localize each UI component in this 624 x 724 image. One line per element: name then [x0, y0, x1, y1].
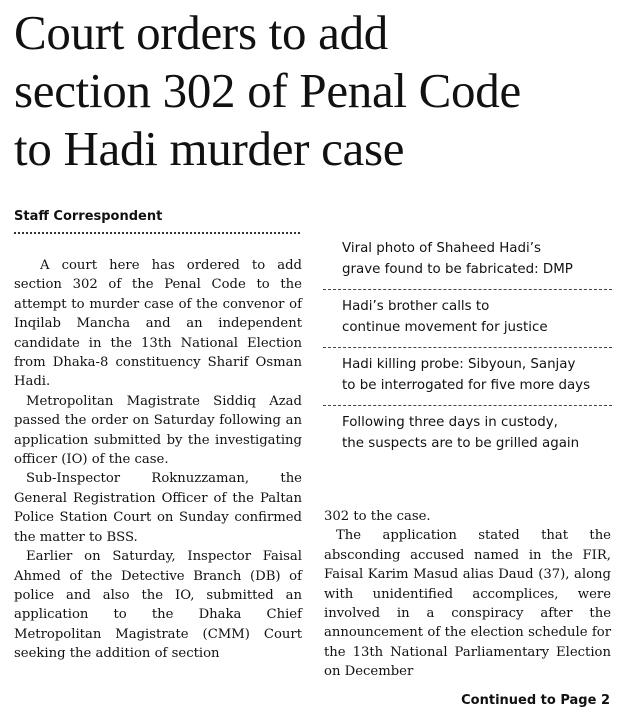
related-story-link[interactable]: Viral photo of Shaheed Hadi’s grave found to be fabricated: DMP [342, 241, 573, 277]
related-story-link[interactable]: Following three days in custody, the suspects are to be grilled again [342, 415, 580, 451]
headline-line-2: section 302 of Penal Code [14, 63, 521, 118]
headline-line-1: Court orders to add [14, 5, 388, 60]
article-column-left [14, 256, 302, 664]
headline [14, 4, 614, 178]
article-paragraph: Earlier on Saturday, Inspector Faisal Ahmed of the Detective Branch (DB) of police and also the IO, submitted an application to the Dhaka Chief Metropolitan Magistrate (CMM) Court seeking the addition of section [14, 549, 302, 662]
related-stories-box [323, 232, 612, 463]
article-column-right [324, 507, 611, 682]
article-paragraph: 302 to the case. [324, 509, 431, 524]
byline: Staff Correspondent [14, 209, 163, 224]
article-paragraph: Metropolitan Magistrate Siddiq Azad passed the order on Saturday following an application submitted by the investigating officer (IO) of the case. [14, 393, 302, 468]
related-story-link[interactable]: Hadi’s brother calls to continue movement for justice [342, 299, 548, 335]
byline-dotted-rule [14, 232, 300, 234]
related-story-link[interactable]: Hadi killing probe: Sibyoun, Sanjay to be interrogated for five more days [342, 357, 591, 393]
article-paragraph: The application stated that the absconding accused named in the FIR, Faisal Karim Masud alias Daud (37), along with unidentified accomplices, were involved in a conspiracy after the announcement of the election schedule for the 13th National Parliamentary Election on December [324, 528, 611, 680]
continued-to-page-link[interactable]: Continued to Page 2 [461, 693, 610, 708]
article-paragraph: A court here has ordered to add section 302 of the Penal Code to the attempt to murder case of the convenor of Inqilab Mancha and an independent candidate in the 13th National Election from Dhaka-8 constituency Sharif Osman Hadi. [14, 258, 302, 390]
article-paragraph: Sub-Inspector Roknuzzaman, the General Registration Officer of the Paltan Police Station Court on Sunday confirmed the matter to BSS. [14, 471, 302, 545]
headline-line-3: to Hadi murder case [14, 121, 405, 176]
